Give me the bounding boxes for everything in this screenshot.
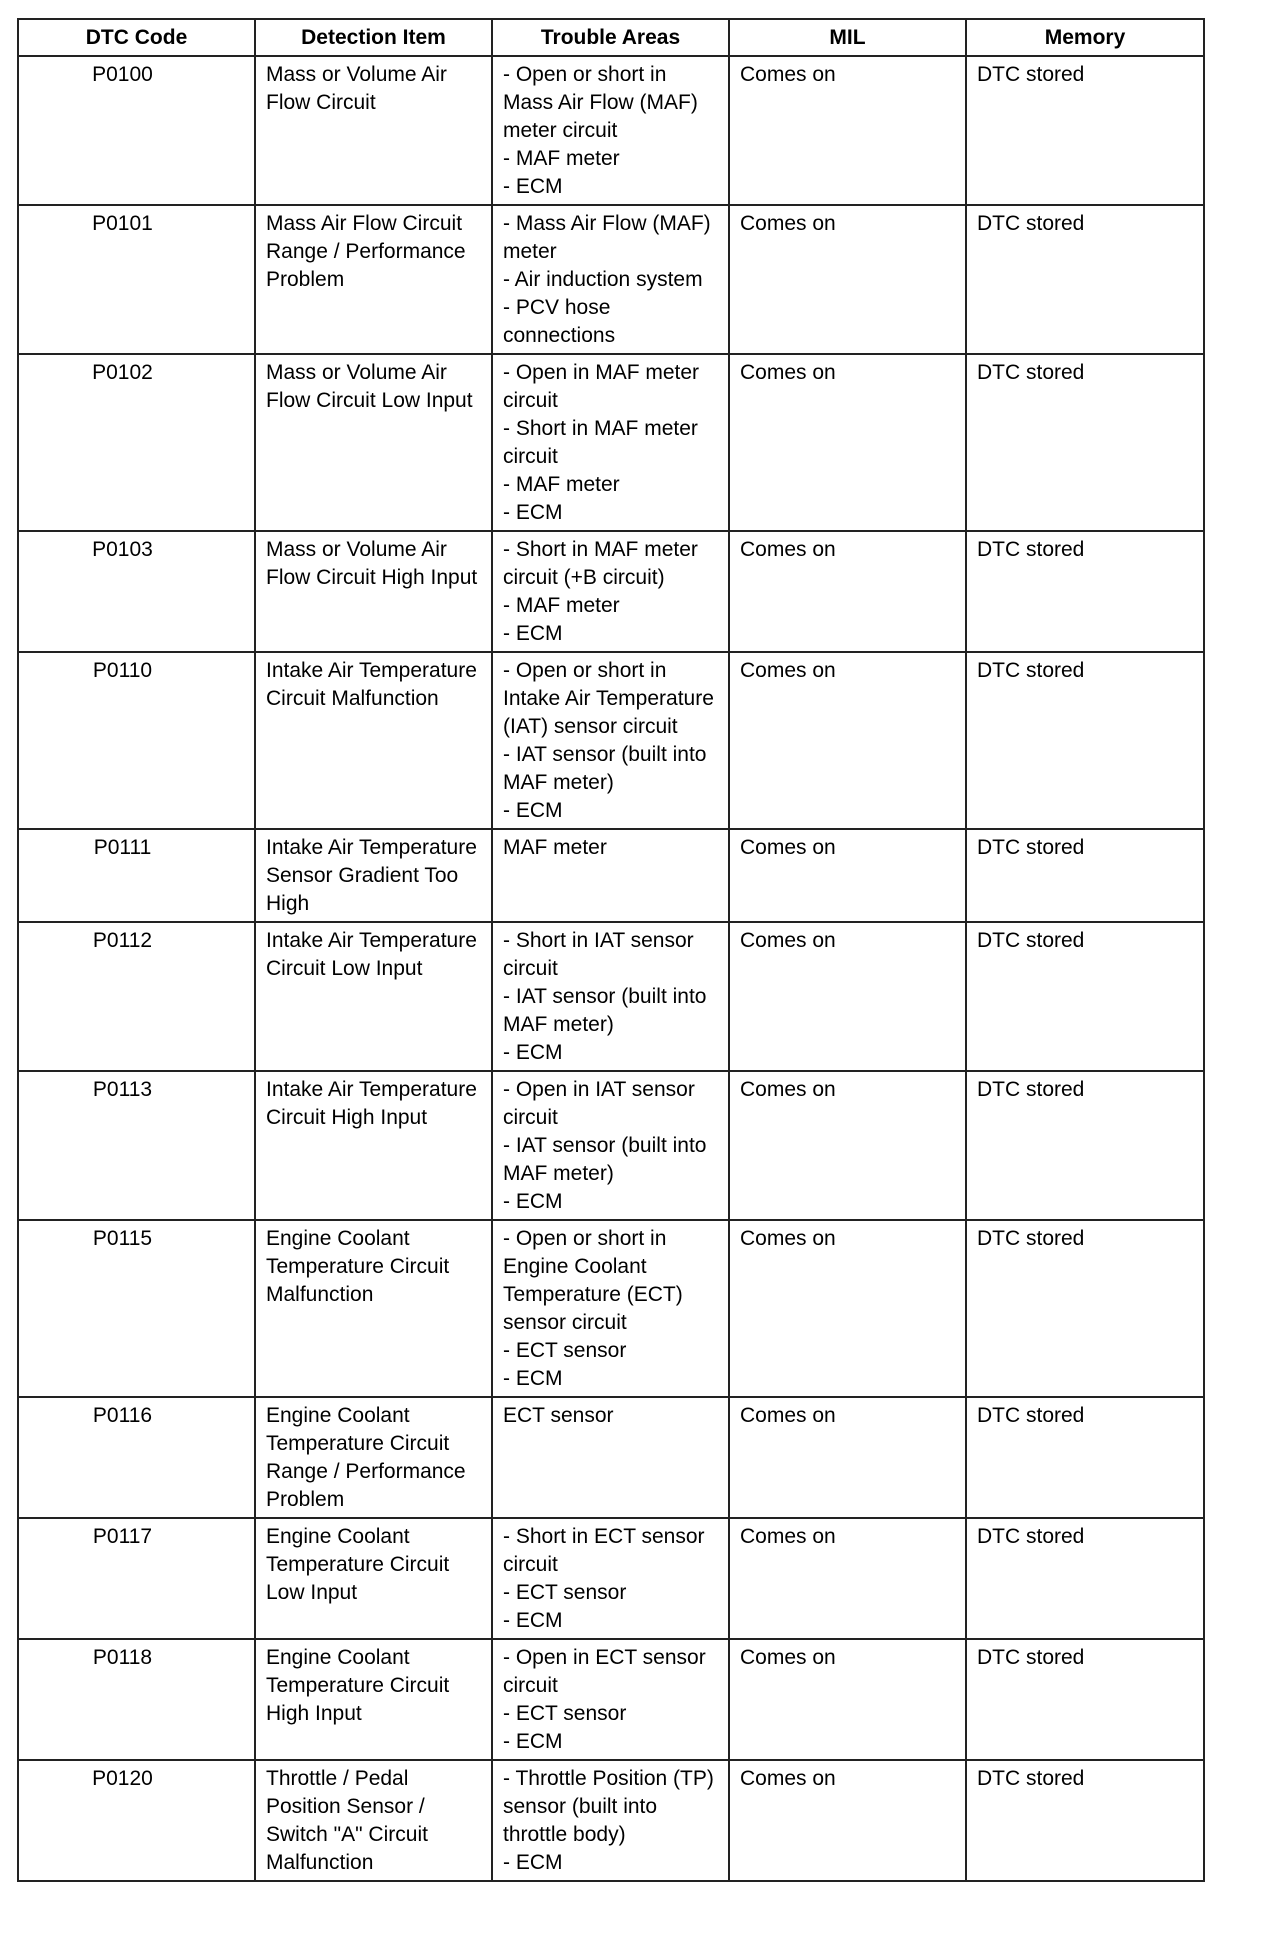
header-dtc-code: DTC Code	[18, 19, 255, 56]
dtc-code-cell: P0115	[18, 1220, 255, 1397]
trouble-area-item: - ECM	[503, 175, 563, 198]
mil-cell: Comes on	[729, 56, 966, 205]
dtc-code-cell: P0100	[18, 56, 255, 205]
memory-cell: DTC stored	[966, 1220, 1204, 1397]
memory-cell: DTC stored	[966, 829, 1204, 922]
mil-cell: Comes on	[729, 652, 966, 829]
dtc-code-cell: P0113	[18, 1071, 255, 1220]
trouble-area-item: - Short in MAF meter circuit	[503, 417, 698, 468]
trouble-areas-cell	[492, 829, 729, 922]
memory-cell: DTC stored	[966, 56, 1204, 205]
detection-item-cell: Intake Air Temperature Circuit Malfunction	[255, 652, 492, 829]
table-row	[18, 829, 1204, 922]
detection-item-cell: Engine Coolant Temperature Circuit Low Input	[255, 1518, 492, 1639]
mil-cell: Comes on	[729, 1397, 966, 1518]
trouble-area-item: - MAF meter	[503, 473, 620, 496]
detection-item-cell: Mass or Volume Air Flow Circuit	[255, 56, 492, 205]
trouble-area-item: - ECM	[503, 799, 563, 822]
detection-item-cell: Intake Air Temperature Sensor Gradient Too High	[255, 829, 492, 922]
trouble-area-item: - ECT sensor	[503, 1339, 627, 1362]
table-row	[18, 354, 1204, 531]
table-row	[18, 56, 1204, 205]
trouble-area-item: - ECM	[503, 1609, 563, 1632]
trouble-areas-cell	[492, 1639, 729, 1760]
trouble-areas-cell	[492, 1071, 729, 1220]
mil-cell: Comes on	[729, 922, 966, 1071]
trouble-areas-cell	[492, 1397, 729, 1518]
mil-cell: Comes on	[729, 531, 966, 652]
table-row	[18, 531, 1204, 652]
dtc-code-cell: P0116	[18, 1397, 255, 1518]
mil-cell: Comes on	[729, 1071, 966, 1220]
table-row	[18, 1397, 1204, 1518]
table-row	[18, 1220, 1204, 1397]
detection-item-cell: Engine Coolant Temperature Circuit Malfunction	[255, 1220, 492, 1397]
memory-cell: DTC stored	[966, 531, 1204, 652]
trouble-area-item: ECT sensor	[503, 1404, 614, 1427]
memory-cell: DTC stored	[966, 205, 1204, 354]
mil-cell: Comes on	[729, 354, 966, 531]
mil-cell: Comes on	[729, 205, 966, 354]
memory-cell: DTC stored	[966, 652, 1204, 829]
trouble-area-item: - Short in IAT sensor circuit	[503, 929, 694, 980]
trouble-areas-cell	[492, 531, 729, 652]
trouble-area-item: - ECM	[503, 1190, 563, 1213]
trouble-area-item: - IAT sensor (built into MAF meter)	[503, 985, 707, 1036]
trouble-area-item: - ECM	[503, 501, 563, 524]
trouble-area-item: - ECM	[503, 1851, 563, 1874]
dtc-code-cell: P0101	[18, 205, 255, 354]
trouble-area-item: - Open or short in Intake Air Temperature (IAT) sensor circuit	[503, 659, 714, 738]
header-row	[18, 19, 1204, 56]
mil-cell: Comes on	[729, 1220, 966, 1397]
trouble-areas-cell	[492, 354, 729, 531]
trouble-area-item: - IAT sensor (built into MAF meter)	[503, 743, 707, 794]
trouble-area-item: - Open in IAT sensor circuit	[503, 1078, 695, 1129]
trouble-area-item: - Open in MAF meter circuit	[503, 361, 700, 412]
trouble-area-item: - PCV hose connections	[503, 296, 616, 347]
trouble-area-item: - ECM	[503, 622, 563, 645]
table-row	[18, 205, 1204, 354]
memory-cell: DTC stored	[966, 1639, 1204, 1760]
header-detection-item: Detection Item	[255, 19, 492, 56]
dtc-table	[17, 18, 1205, 1882]
table-row	[18, 1639, 1204, 1760]
trouble-area-item: - ECM	[503, 1041, 563, 1064]
dtc-code-cell: P0117	[18, 1518, 255, 1639]
trouble-area-item: - Open or short in Engine Coolant Temperature (ECT) sensor circuit	[503, 1227, 683, 1334]
detection-item-cell: Mass or Volume Air Flow Circuit Low Input	[255, 354, 492, 531]
mil-cell: Comes on	[729, 1518, 966, 1639]
trouble-areas-cell	[492, 56, 729, 205]
trouble-area-item: - IAT sensor (built into MAF meter)	[503, 1134, 707, 1185]
memory-cell: DTC stored	[966, 922, 1204, 1071]
memory-cell: DTC stored	[966, 1397, 1204, 1518]
detection-item-cell: Intake Air Temperature Circuit High Input	[255, 1071, 492, 1220]
header-trouble-areas: Trouble Areas	[492, 19, 729, 56]
dtc-code-cell: P0102	[18, 354, 255, 531]
table-row	[18, 1760, 1204, 1881]
dtc-code-cell: P0118	[18, 1639, 255, 1760]
table-header	[18, 19, 1204, 56]
trouble-area-item: - ECT sensor	[503, 1581, 627, 1604]
mil-cell: Comes on	[729, 1639, 966, 1760]
trouble-area-item: - MAF meter	[503, 594, 620, 617]
dtc-code-cell: P0110	[18, 652, 255, 829]
trouble-areas-cell	[492, 205, 729, 354]
header-memory: Memory	[966, 19, 1204, 56]
trouble-areas-cell	[492, 1220, 729, 1397]
dtc-code-cell: P0111	[18, 829, 255, 922]
trouble-area-item: - Short in MAF meter circuit (+B circuit)	[503, 538, 698, 589]
detection-item-cell: Mass Air Flow Circuit Range / Performance Problem	[255, 205, 492, 354]
detection-item-cell: Mass or Volume Air Flow Circuit High Input	[255, 531, 492, 652]
trouble-areas-cell	[492, 1518, 729, 1639]
trouble-areas-cell	[492, 922, 729, 1071]
table-body	[18, 56, 1204, 1881]
table-row	[18, 652, 1204, 829]
trouble-area-item: - Throttle Position (TP) sensor (built into throttle body)	[503, 1767, 714, 1846]
trouble-areas-cell	[492, 1760, 729, 1881]
mil-cell: Comes on	[729, 1760, 966, 1881]
trouble-area-item: - Air induction system	[503, 268, 703, 291]
mil-cell: Comes on	[729, 829, 966, 922]
trouble-area-item: - Open in ECT sensor circuit	[503, 1646, 706, 1697]
trouble-area-item: - MAF meter	[503, 147, 620, 170]
memory-cell: DTC stored	[966, 1071, 1204, 1220]
trouble-area-item: - ECT sensor	[503, 1702, 627, 1725]
table-row	[18, 922, 1204, 1071]
trouble-area-item: MAF meter	[503, 836, 607, 859]
memory-cell: DTC stored	[966, 354, 1204, 531]
memory-cell: DTC stored	[966, 1518, 1204, 1639]
header-mil: MIL	[729, 19, 966, 56]
trouble-area-item: - ECM	[503, 1367, 563, 1390]
detection-item-cell: Engine Coolant Temperature Circuit High Input	[255, 1639, 492, 1760]
dtc-code-cell: P0120	[18, 1760, 255, 1881]
detection-item-cell: Throttle / Pedal Position Sensor / Switch "A" Circuit Malfunction	[255, 1760, 492, 1881]
trouble-area-item: - ECM	[503, 1730, 563, 1753]
detection-item-cell: Intake Air Temperature Circuit Low Input	[255, 922, 492, 1071]
dtc-code-cell: P0103	[18, 531, 255, 652]
trouble-areas-cell	[492, 652, 729, 829]
dtc-code-cell: P0112	[18, 922, 255, 1071]
trouble-area-item: - Short in ECT sensor circuit	[503, 1525, 705, 1576]
trouble-area-item: - Mass Air Flow (MAF) meter	[503, 212, 711, 263]
memory-cell: DTC stored	[966, 1760, 1204, 1881]
detection-item-cell: Engine Coolant Temperature Circuit Range / Performance Problem	[255, 1397, 492, 1518]
trouble-area-item: - Open or short in Mass Air Flow (MAF) meter circuit	[503, 63, 698, 142]
table-row	[18, 1518, 1204, 1639]
table-row	[18, 1071, 1204, 1220]
